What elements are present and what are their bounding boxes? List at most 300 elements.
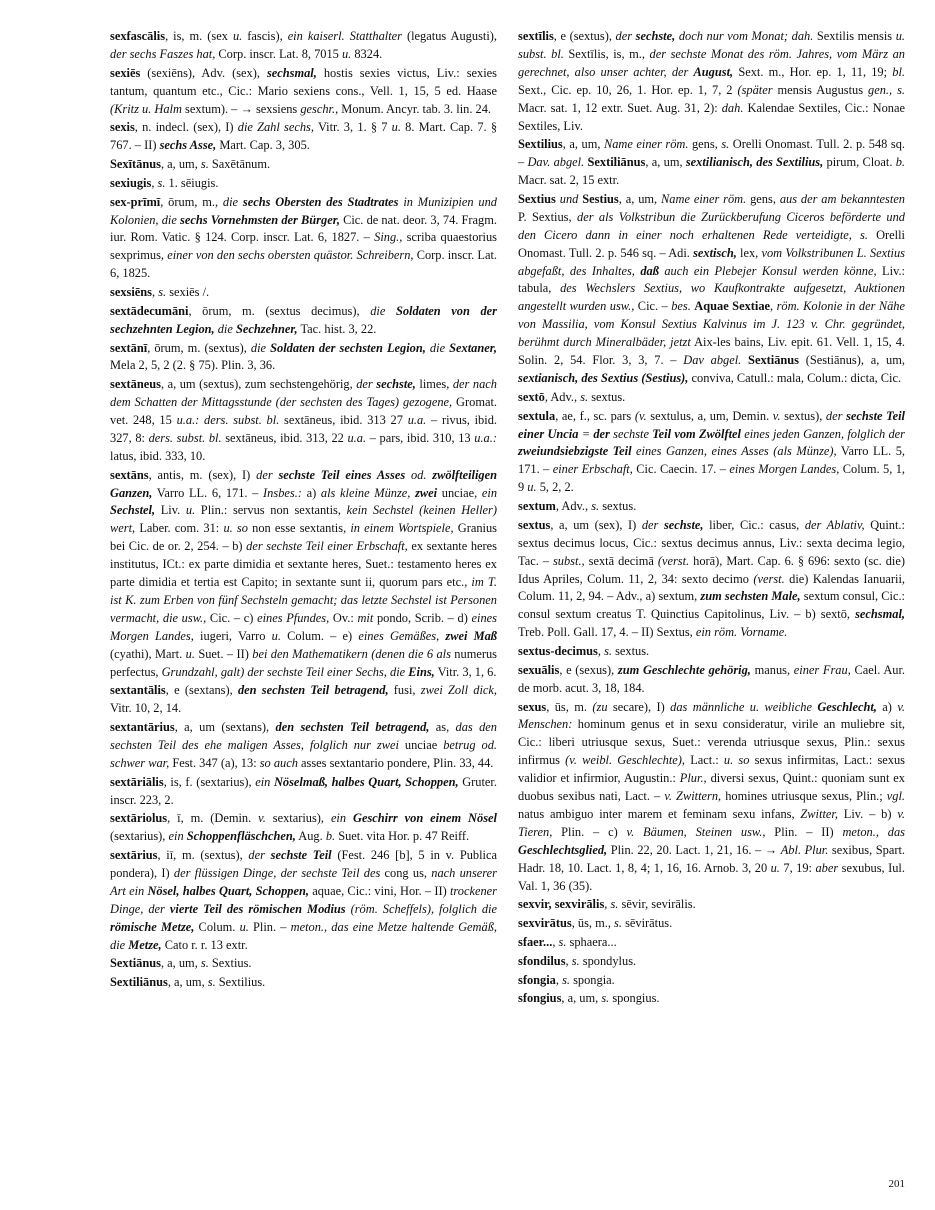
dictionary-entry [110,340,497,376]
bold-italic-text: römische Metze, [110,919,195,934]
entry-text: horā), Mart. Cap. 6. § 696: sexto (sc. die) Idus Apriles, Colum. 11, 2, 34: sexto decimo [518,553,905,586]
italic-text: s. [200,157,209,172]
entry-text: pondo, Scrib. – d) [373,610,472,625]
italic-text: v. [772,408,781,423]
italic-text: = [578,426,594,441]
entry-text: sphaera... [566,935,617,949]
entry-text: , is, f. (sextarius), [163,774,256,789]
italic-text: bl. [892,64,906,79]
entry-text: sēvir, sevirālis. [618,897,696,912]
dictionary-entry [110,774,497,810]
italic-text: s. [571,953,580,968]
italic-text: geschr., [300,101,339,116]
dictionary-entry [110,284,497,302]
entry-text: Cic. Caecin. 17. – [632,462,730,477]
entry-text: Liv. [155,503,186,518]
italic-text: Name einer röm. [661,191,747,206]
italic-text: eines Pfundes, [257,610,330,625]
entry-text: Colum. [194,919,240,934]
italic-text: der [641,517,664,532]
entry-text: Granius bei Cic. de or. 2, 254. – b) [110,521,498,554]
headword: sextus-decimus [518,644,598,659]
headword: sextīlis [518,29,554,43]
italic-text: Insbes.: [263,485,302,500]
entry-text: (Sestiānus), a, um, [799,353,905,368]
dictionary-entry [518,28,905,135]
bold-italic-text: sechste Teil eines Asses [278,467,406,482]
bold-italic-text: sechste, [663,517,704,532]
dictionary-entry [110,156,497,174]
dictionary-entry [110,682,497,718]
italic-text: s. [614,916,622,931]
italic-text: (v. weibl. Geschlechte), [565,753,686,768]
entry-text: a) [876,699,898,714]
headword: Sestius [582,191,619,206]
entry-text: 1. sēiugis. [165,175,219,190]
entry-text: Plin. 22, 20. Lact. 1, 21, 16. – → [607,842,781,857]
entry-text: (cyathi), Mart. [110,646,186,661]
italic-text: u.a.: [474,430,497,445]
bold-italic-text: zweiundsiebzigste Teil [518,444,632,459]
bold-italic-text: sechs Asse, [159,138,217,153]
entry-text: Orelli Onomast. Tull. 2. p. 548 sq. – [518,137,906,170]
italic-text: (röm. Scheffels), folglich die [345,901,498,916]
entry-text: Sextīlis, is, m., [563,46,650,61]
italic-text: der als Volkstribun die Zurückberufung Ciceros beförderte und den Cicero dann in einer noch erhaltenen Rede verteidigte, s. [518,209,905,242]
entry-text: Varro LL. 5, 171. – [518,444,906,477]
italic-text: eines Gemäßes, [358,628,446,643]
italic-text: als kleine Münze, [320,485,416,500]
italic-text: im T. ist K. zum Erben von fünf Sechsteln gemacht; das letzte Sechstel ist Personen vermacht, die usw., [110,575,497,625]
italic-text: die [222,194,243,209]
italic-text: der sechste Teil einer Erbschaft, [246,539,408,554]
entry-text: – rivus, ibid. 327, 8: [110,413,497,445]
italic-text: u. so [723,753,750,768]
entry-text: Suet. vita Hor. p. 47 Reiff. [335,829,470,844]
bold-italic-text: den sechsten Teil betragend, [275,720,430,735]
entry-text: Corp. inscr. Lat. 8, 7015 [215,46,342,61]
left-column [110,28,497,993]
entry-text: Cic. – c) [206,610,258,625]
italic-text: der sechste Monat des röm. Jahres, vom März an gerechnet, also unser achter, der [518,46,905,79]
entry-text: fascis), [242,29,288,43]
entry-text: diversi sexus, Quint.: quoniam sunt ex duobus sexibus nati, Lact. – [518,771,906,804]
entry-text: cong us, [380,866,432,881]
italic-text: v. Bäumen, Steinen usw., [626,824,766,839]
italic-text: das den sechsten Teil des ehe maligen Asses, folglich nur zwei [110,720,497,753]
entry-text: scriba quaestorius sexprimus, [110,230,497,263]
headword: sexiēs [110,65,141,80]
entry-text: hominum genus et in sexu consideratur, virile an muliebre sit, Cic.: liberi utriusque sexus, Suet.: verenda utriusque sexus, Plin.: sexus infirmus [518,717,905,768]
bold-italic-text: Soldaten von der sechzehnten Legion, [110,303,497,336]
entry-text: manus, [750,662,794,677]
entry-text: Lact.: [685,753,724,768]
italic-text: kein Sechstel (keinen Heller) wert, [110,503,497,536]
entry-text: aquae, Cic.: vini, Hor. – II) [308,883,450,898]
italic-text: aber [815,860,839,875]
dictionary-entry [518,408,905,498]
entry-text: , e (sexus), [559,662,618,677]
headword: sextāriolus [110,811,168,826]
italic-text: eines Ganzen, eines Asses (als Münze), [631,444,837,459]
entry-text: , n. indecl. (sex), I) [134,120,238,135]
entry-text: , e (sextus), [553,29,616,43]
italic-text: doch nur vom Monat; dah. [675,29,814,43]
italic-text: (später [737,82,773,97]
italic-text: v. Zwittern, [664,789,722,804]
entry-text: , a, um, [561,991,602,1006]
italic-text: zwei Zoll dick, [420,683,497,698]
bold-italic-text: zwei [415,485,438,500]
entry-text: , [151,175,158,190]
italic-text: die [370,303,396,318]
dictionary-entry [518,953,905,971]
dictionary-entry [110,955,497,973]
entry-text: pirum, Cloat. [823,155,896,170]
headword: sexfascālis [110,29,166,43]
entry-text: (sexiēns), Adv. (sex), [140,65,267,80]
entry-text: , ōrum, m., [160,194,223,209]
entry-text: sextus), [780,408,826,423]
entry-text: Sext., Cic. ep. 10, 26, 1. Hor. ep. 1, 7, 2 [518,82,738,97]
headword: sexuālis [518,662,560,677]
entry-text: Mela 2, 5, 2 (2. § 75). Plin. 3, 36. [110,358,276,373]
entry-text: Suet. – II) [194,646,253,661]
entry-text: , ūs, m., [571,916,615,931]
entry-text: sextulus, a, um, Demin. [646,408,773,423]
headword: sexiugis [110,175,152,190]
entry-text: Treb. Poll. Gall. 17, 4. – II) Sextus, [518,625,696,640]
bold-italic-text: August, [693,64,734,79]
entry-text: die) Kalendas Ianuarii, Colum. 11, 2, 94. – Adv., a) sextum, [518,571,905,604]
headword: sextāneus [110,377,161,392]
entry-text: Colum. – e) [280,628,359,643]
entry-text: (sextarius), [110,829,169,844]
entry-text: , a, um (sextans), [174,720,276,735]
entry-text: , [555,972,563,987]
entry-text: unciae [398,738,444,753]
entry-text: sextarius), [265,811,331,826]
bold-italic-text: sechste, [376,377,416,392]
entry-text: , a, um, [645,155,686,170]
entry-text: sextum). – → sexsiens [181,101,301,116]
italic-text: s. [562,972,570,987]
dictionary-entry [110,119,497,155]
headword: Sextilius [518,137,563,152]
italic-text: u.a.: ders. subst. bl. [176,413,280,428]
italic-text: s. [610,897,619,912]
italic-text: ein kaiserl. Statthalter [287,29,402,43]
italic-text: betrug od. schwer war, [110,738,498,770]
entry-text: , [597,644,605,659]
entry-text: , e (sextans), [165,683,238,698]
headword: sextānī [110,340,148,355]
entry-text: a) [301,485,321,500]
entry-text: sextus. [588,389,626,404]
italic-text: der [356,377,377,392]
italic-text: ein [168,829,187,844]
italic-text: ein röm. Vorname. [695,625,788,640]
italic-text: od. [405,467,433,482]
entry-text: spongia. [570,972,615,987]
italic-text: u. [527,480,537,495]
headword: sfongius [518,991,562,1006]
entry-text: lex, [736,245,762,260]
bold-italic-text: den sechsten Teil betragend, [237,683,389,698]
bold-italic-text: Sextaner, [449,340,497,355]
entry-text: , a, um (sex), I) [550,517,642,532]
entry-text: Aug. [295,829,326,844]
bold-italic-text: zum sechsten Male, [700,589,801,604]
italic-text: der Ablativ, [804,517,865,532]
entry-text: sextum consul, Cic.: consul sextum creatus T. Quinctius Capitolinus, Liv. – b) sextō, [518,589,906,622]
italic-text: die Zahl sechs, [237,120,314,135]
headword: sextāriālis [110,774,164,789]
italic-text: u. [239,919,249,934]
italic-text: s. [158,285,167,300]
entry-text: – pars, ibid. 310, 13 [366,430,475,445]
bold-italic-text: sechs Obersten des Stadtrates [242,194,399,209]
headword: sextantālis [110,683,166,698]
entry-text: Liv.: tabula, [518,263,905,296]
entry-text: Macr. sat. 1, 12 extr. Suet. Aug. 31, 2): [518,100,722,115]
entry-text: Gruter. inscr. 223, 2. [110,774,497,807]
italic-text: röm. Kolonie in der Nähe von Massilia, vom Konsul Sextius Kalvinus im J. 123 v. Chr. gegründet, berühmt durch Mineralbäder, jetzt [518,299,906,350]
italic-text: einer Erbschaft, [552,462,633,477]
italic-text: nach unserer Art ein [110,866,497,898]
entry-text: 8. Mart. Cap. 7. § 767. – II) [110,120,498,153]
entry-text: sexiēs /. [166,285,210,300]
right-column [518,28,905,1009]
dictionary-entry [518,972,905,990]
entry-text: iugeri, Varro [193,628,272,643]
entry-text: secare), I) [607,699,671,714]
italic-text: meton., das eine Metze haltende Gemäß, die [110,919,497,952]
headword: sexsiēns [110,285,152,300]
entry-text: Plin. – [248,919,291,934]
italic-text: der [615,29,636,43]
bold-italic-text: sechsmal, [855,607,905,622]
italic-text: ein [481,485,498,500]
italic-text: eines Morgen Landes, [110,610,497,643]
headword: sexus [518,699,547,714]
bold-italic-text: Nösel, halbes Quart, Schoppen, [147,883,309,898]
italic-text: meton., das [842,824,905,839]
italic-text: s. [591,499,600,514]
italic-text: Plur., [679,771,707,786]
entry-text: Sext. m., Hor. ep. 1, 11, 19; [733,64,893,79]
headword: Sextius [518,191,556,206]
entry-text: Tac. hist. 3, 22. [297,321,377,336]
entry-text: Vitr. 3, 1, 6. [434,664,497,679]
entry-text: sexus infirmitas, Lact.: sexus validior et infirmior, Augustin.: [518,753,905,786]
italic-text: trockener Dinge, der [110,883,497,916]
italic-text: u. [232,29,243,43]
entry-text: sexubus, Iul. Val. 1, 36 (35). [518,860,905,893]
italic-text: b. [325,829,336,844]
entry-text: , a, um, [160,956,201,971]
headword: Sextiānus [748,353,800,368]
headword: sextādecumāni [110,303,189,318]
headword: sexvir, sexvirālis [518,897,605,912]
entry-text: Mart. Cap. 3, 305. [216,138,310,153]
entry-text: sexibus, Spart. Hadr. 18, 10. Lact. 1, 8, 4; 1, 16, 16. Arnob. 3, 20 [518,842,905,875]
entry-text: Monum. Ancyr. tab. 3. lin. 24. [338,101,492,116]
italic-text: Dav. abgel. [527,155,585,170]
entry-text: mensis Augustus [772,82,869,97]
headword: Aquae Sextiae [694,299,771,314]
entry-text: sextāneus, ibid. 313 27 [279,413,408,428]
entry-text: 7, 19: [779,860,816,875]
bold-italic-text: Teil vom Zwölftel [652,426,741,441]
entry-text: natus ambiguo inter marem et feminam sexu infans, [518,806,801,821]
entry-text: Cato r. r. 13 extr. [161,937,248,952]
entry-text: , a, um, [618,191,662,206]
bold-italic-text: Soldaten der sechsten Legion, [270,340,426,355]
italic-text: der [825,408,847,423]
dictionary-entry [518,191,905,388]
entry-text: (legatus Augusti), [401,29,497,43]
entry-text: , ūs, m. [546,699,593,714]
entry-text: , [565,953,572,968]
italic-text: v. Menschen: [518,699,905,732]
dictionary-entry [518,662,905,698]
entry-text: (Fest. 246 [b], 5 in v. Publica pondera), I) [110,848,497,881]
entry-text: , a, um, [562,137,604,152]
dictionary-entry [110,974,497,992]
italic-text: der sechs Faszes hat, [110,46,216,61]
bold-italic-text: Nöselmaß, halbes Quart, Schoppen, [273,774,459,789]
entry-text: , [770,299,777,314]
headword: sfondilus [518,953,566,968]
italic-text: s. [157,175,166,190]
entry-text: Liv. – b) [837,806,898,821]
entry-text: hostis sexies victus, Liv.: sexies tantum, quantum etc., Cic.: Mario sexiens cons., Vell. 1, 15, 5 ed. Haase [110,65,497,98]
italic-text: u. [770,860,780,875]
italic-text: und [559,191,579,206]
italic-text: (verst. [657,553,690,568]
italic-text: die [425,340,450,355]
entry-text: spondylus. [579,953,637,968]
bold-italic-text: Eins, [408,664,435,679]
entry-text: Sextilius. [215,975,266,990]
dictionary-entry [110,65,497,119]
dictionary-entry [518,699,905,896]
entry-text: , is, m. (sex [165,29,233,43]
bold-italic-text: zum Geschlechte gehörig, [617,662,751,677]
entry-text: , a, um, [160,157,201,172]
entry-text: sextus. [599,499,637,514]
bold-italic-text: sechste, [635,29,676,43]
italic-text: des Wechslers Sextius, wo Kaufkontrakte aufgesetzt, Auktionen angestellt wurden usw., [518,281,905,314]
italic-text: gen., s. [868,82,906,97]
italic-text: u. subst. bl. [518,29,905,61]
bold-italic-text: sechsmal, [266,65,317,80]
bold-italic-text: sextianisch, des Sextius (Sestius), [518,371,689,385]
italic-text: in Munizipien und Kolonien, die [110,194,497,227]
headword: Sextiliānus [587,155,646,170]
italic-text: (Kritz u. Halm [110,101,182,116]
entry-text: Colum. 5, 1, 9 [518,462,905,495]
italic-text: u. [341,46,352,61]
entry-text: , ae, f., sc. pars [555,408,635,423]
italic-text: s. [580,389,589,404]
dictionary-entry [518,896,905,914]
entry-text: Cael. Aur. de morb. acut. 3, 18, 184. [518,662,906,695]
dictionary-entry [110,719,497,773]
italic-text: s. [721,137,730,152]
entry-text: Cic. – [634,299,672,314]
bold-italic-text: sechste Teil einer Uncia [518,408,905,441]
dictionary-entry [110,175,497,193]
italic-text: das männliche u. weibliche [670,699,818,714]
entry-text: Kalendae Sextiles, Cic.: Nonae Sextiles, Liv. [518,100,905,133]
dictionary-entry [110,467,497,682]
entry-text: Aix-les bains, Liv. epit. 61. Vell. 1, 15, 4. Solin. 2, 54. Flor. 3, 3, 7. – [518,335,905,368]
dictionary-entry [518,643,905,661]
italic-text: s. [200,956,209,971]
headword: sextārius [110,848,158,863]
italic-text: s. [207,975,216,990]
dictionary-entry [110,810,497,846]
dictionary-entry [518,915,905,933]
italic-text: subst., [552,553,585,568]
headword: Sextiānus [110,956,161,971]
italic-text: der flüssigen Dinge, der sechste Teil des [173,866,381,881]
dictionary-entry [110,194,497,284]
entry-text: Plin. – II) [765,824,843,839]
entry-text: Vitr. 3, 1. § 7 [313,120,392,135]
entry-text: Cic. de nat. deor. 3, 74. Fragm. iur. Rom. Vatic. § 124. Corp. inscr. Lat. 6, 1827. – [110,212,497,245]
headword: sextō [518,389,545,404]
entry-text: Quint.: sextus decimus locus, Cic.: sextus decimus annus, Liv.: sexta decima legio, Tac. – [518,517,905,568]
italic-text: bei den Mathematikern (denen die 6 als [252,646,451,661]
italic-text: Name einer röm. [603,137,689,152]
italic-text: der [256,467,279,482]
bold-italic-text: sextilianisch, des Sextilius, [685,155,824,170]
entry-text: , iī, m. (sextus), [157,848,249,863]
entry-text: limes, [415,377,453,392]
bold-italic-text: zwei Maß [445,628,497,643]
italic-text: s. [558,935,567,949]
italic-text: vgl. [886,789,905,804]
headword: sfongia [518,972,556,987]
italic-text: u. so [223,521,248,536]
italic-text: eines Morgen Landes, [729,462,840,477]
italic-text: die [250,340,271,355]
italic-text: die [214,321,236,336]
bold-italic-text: Sechstel, [110,503,156,518]
bold-italic-text: Geschlecht, [817,699,877,714]
dictionary-entry [110,28,497,64]
dictionary-entry [518,136,905,190]
entry-text: spongius. [609,991,660,1006]
bold-italic-text: sechste Teil [270,848,332,863]
bold-italic-text: daß [640,263,659,278]
bold-italic-text: Sechzehner, [235,321,298,336]
italic-text: so auch [259,755,298,770]
italic-text: v. [258,811,266,826]
italic-text: ders. subst. bl. [148,430,222,445]
italic-text: der [248,848,271,863]
bold-italic-text: zwölfteiligen Ganzen, [110,467,498,500]
italic-text: aus der am bekanntesten [779,191,906,206]
entry-text: , ī, m. (Demin. [167,811,259,826]
entry-text: numerus perfectus, [110,646,497,679]
headword: sextantārius [110,720,175,735]
italic-text: v. Tieren, [518,806,905,839]
dictionary-entry [110,303,497,339]
